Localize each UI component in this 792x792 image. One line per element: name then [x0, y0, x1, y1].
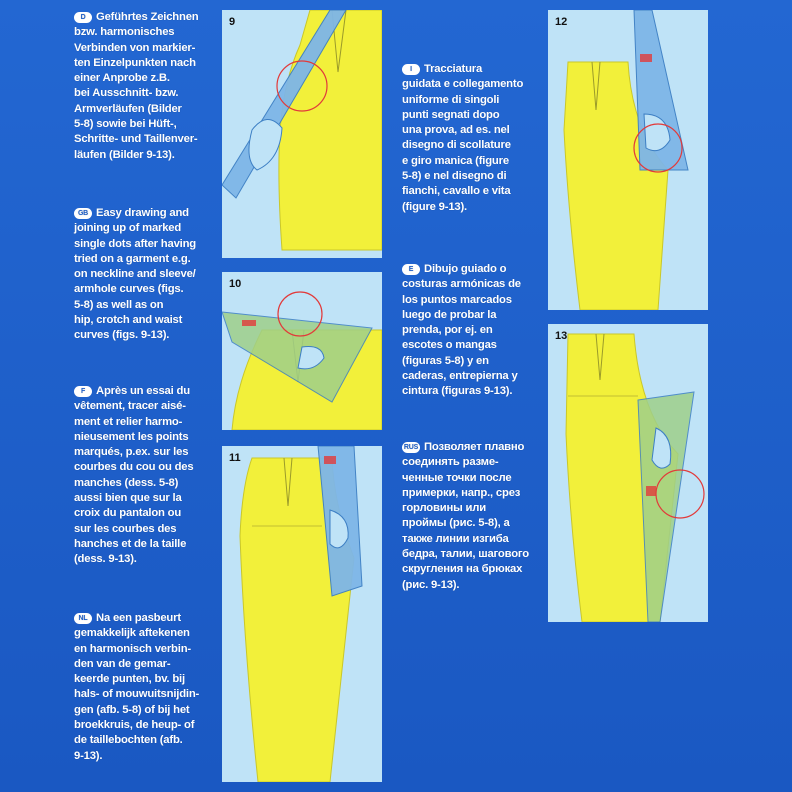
figure-13-illustration: [548, 324, 708, 622]
text-block-fr: [74, 384, 220, 568]
figure-12-number: 12: [555, 16, 568, 28]
language-badge-de: D: [74, 12, 92, 23]
figure-13: [548, 324, 708, 622]
text-es: Dibujo guiado o costuras armónicas de los puntos marcados luego de probar la prenda, por ej. en escotes o mangas (figuras 5-8) y en caderas, entrepierna y cintura (figuras 9-13).: [402, 263, 521, 398]
figure-10-illustration: [222, 272, 382, 430]
language-badge-fr: F: [74, 386, 92, 397]
figure-10: [222, 272, 382, 430]
text-block-de: [74, 10, 220, 163]
text-en: Easy drawing and joining up of marked single dots after having tried on a garment e.g. on neckline and sleeve/ armhole curves (figs. 5-8) as well as on hip, crotch and waist curves (figs. 9-13).: [74, 207, 196, 342]
language-badge-es: E: [402, 264, 420, 275]
text-block-en: [74, 206, 220, 344]
figure-11: [222, 446, 382, 782]
figure-9: [222, 10, 382, 258]
figure-9-number: 9: [229, 16, 236, 28]
language-badge-it: I: [402, 64, 420, 75]
figure-13-number: 13: [555, 330, 568, 342]
figure-12: [548, 10, 708, 310]
language-badge-nl: NL: [74, 613, 92, 624]
text-block-ru: [402, 440, 548, 593]
text-it: Tracciatura guidata e collegamento uniforme di singoli punti segnati dopo una prova, ad es. nel disegno di scollature e giro manica (figure 5-8) e nel disegno di fianchi, cavallo e vita (figure 9-13).: [402, 63, 524, 213]
figure-12-illustration: [548, 10, 708, 310]
language-badge-en: GB: [74, 208, 92, 219]
text-block-nl: [74, 611, 220, 764]
figure-10-number: 10: [229, 278, 242, 290]
text-de: Geführtes Zeichnen bzw. harmonisches Verbinden von markier- ten Einzelpunkten nach einer Anprobe z.B. bei Ausschnitt- bzw. Armverläufen (Bilder 5-8) sowie bei Hüft-, Schritte- und Taillenver- läufen (Bilder 9-13).: [74, 11, 199, 161]
language-badge-ru: RUS: [403, 444, 419, 451]
text-fr: Après un essai du vêtement, tracer aisé- ment et relier harmo- nieusement les points marqués, p.ex. sur les courbes du cou ou des manches (dess. 5-8) aussi bien que sur la croix du pantalon ou sur les courbes des hanches et de la taille (dess. 9-13).: [74, 385, 194, 566]
figure-11-illustration: [222, 446, 382, 782]
figure-9-illustration: [222, 10, 382, 258]
text-ru: Позволяет плавно соединять разме- ченные точки после примерки, напр., срез горловины или проймы (рис. 5-8), а также линии изгиба бедра, талии, шагового скругления на брюках (рис. 9-13).: [402, 441, 529, 591]
figure-11-number: 11: [229, 452, 241, 464]
text-block-es: [402, 262, 548, 400]
text-block-it: [402, 62, 548, 215]
text-nl: Na een pasbeurt gemakkelijk aftekenen en harmonisch verbin- den van de gemar- keerde punten, bv. bij hals- of mouwuitsnijdin- gen (afb. 5-8) of bij het broekkruis, de heup- of de taillebochten (afb. 9-13).: [74, 612, 200, 762]
